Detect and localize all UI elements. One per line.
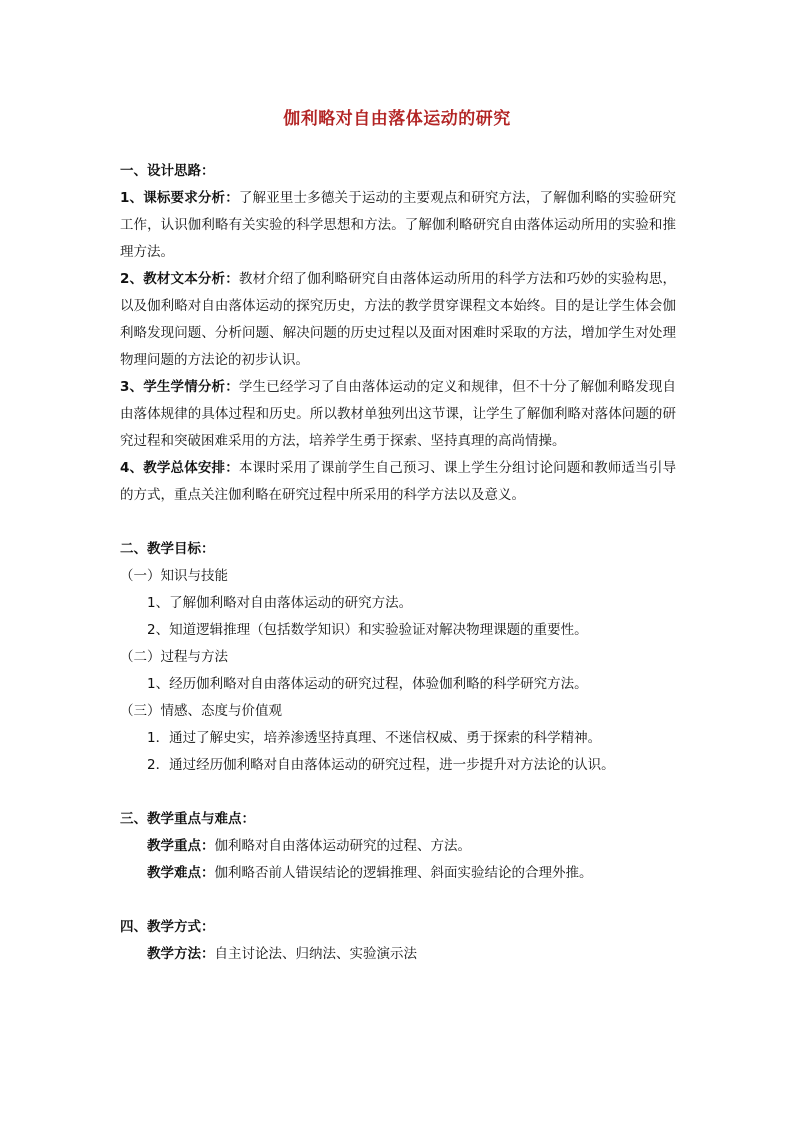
key-point-text: 伽利略对自由落体运动研究的过程、方法。 bbox=[214, 838, 471, 854]
difficulty-line bbox=[120, 860, 676, 887]
objective-group-process: （二）过程与方法 bbox=[120, 649, 228, 665]
paragraph-curriculum-analysis bbox=[120, 185, 676, 266]
paragraph-text: 学生已经学习了自由落体运动的定义和规律，但不十分了解伽利略发现自由落体规律的具体过程和历史。所以教材单独列出这节课，让学生了解伽利略对落体问题的研究过程和突破困难采用的方法，培养学生勇于探索、坚持真理的高尚情操。 bbox=[120, 379, 676, 449]
paragraph-student-analysis bbox=[120, 374, 676, 455]
teaching-method-label: 教学方法： bbox=[147, 946, 215, 962]
paragraph-text: 了解亚里士多德关于运动的主要观点和研究方法，了解伽利略的实验研究工作，认识伽利略有关实验的科学思想和方法。了解伽利略研究自由落体运动所用的实验和推理方法。 bbox=[120, 190, 676, 260]
objective-group-knowledge: （一）知识与技能 bbox=[120, 568, 228, 584]
section-heading-design: 一、设计思路： bbox=[120, 163, 215, 179]
section-heading-objectives: 二、教学目标： bbox=[120, 541, 215, 557]
paragraph-lead: 4、教学总体安排： bbox=[120, 460, 239, 476]
teaching-method-text: 自主讨论法、归纳法、实验演示法 bbox=[214, 946, 417, 962]
objective-item: 1．通过了解史实，培养渗透坚持真理、不迷信权威、勇于探索的科学精神。 bbox=[147, 730, 602, 746]
difficulty-label: 教学难点： bbox=[147, 865, 215, 881]
paragraph-textbook-analysis bbox=[120, 266, 676, 374]
section-spacer bbox=[120, 509, 676, 536]
key-point-label: 教学重点： bbox=[147, 838, 215, 854]
paragraph-lead: 1、课标要求分析： bbox=[120, 190, 239, 206]
section-spacer bbox=[120, 887, 676, 914]
section-heading-teaching-mode: 四、教学方式： bbox=[120, 919, 215, 935]
difficulty-text: 伽利略否前人错误结论的逻辑推理、斜面实验结论的合理外推。 bbox=[214, 865, 593, 881]
objective-item: 1、了解伽利略对自由落体运动的研究方法。 bbox=[147, 595, 413, 611]
paragraph-lead: 3、学生学情分析： bbox=[120, 379, 239, 395]
document-body bbox=[120, 158, 676, 968]
paragraph-overall-arrangement bbox=[120, 455, 676, 509]
teaching-method-line bbox=[120, 941, 676, 968]
section-heading-key-points: 三、教学重点与难点： bbox=[120, 811, 255, 827]
paragraph-text: 本课时采用了课前学生自己预习、课上学生分组讨论问题和教师适当引导的方式，重点关注伽利略在研究过程中所采用的科学方法以及意义。 bbox=[120, 460, 676, 503]
paragraph-text: 教材介绍了伽利略研究自由落体运动所用的科学方法和巧妙的实验构思，以及伽利略对自由落体运动的探究历史，方法的教学贯穿课程文本始终。目的是让学生体会伽利略发现问题、分析问题、解决问题的历史过程以及面对困难时采取的方法，增加学生对处理物理问题的方法论的初步认识。 bbox=[120, 271, 676, 368]
objective-item: 2．通过经历伽利略对自由落体运动的研究过程，进一步提升对方法论的认识。 bbox=[147, 757, 615, 773]
document-title: 伽利略对自由落体运动的研究 bbox=[283, 109, 511, 129]
paragraph-lead: 2、教材文本分析： bbox=[120, 271, 239, 287]
objective-item: 2、知道逻辑推理（包括数学知识）和实验验证对解决物理课题的重要性。 bbox=[147, 622, 588, 638]
objective-group-values: （三）情感、态度与价值观 bbox=[120, 703, 282, 719]
key-point-line bbox=[120, 833, 676, 860]
objective-item: 1、经历伽利略对自由落体运动的研究过程，体验伽利略的科学研究方法。 bbox=[147, 676, 588, 692]
section-spacer bbox=[120, 779, 676, 806]
